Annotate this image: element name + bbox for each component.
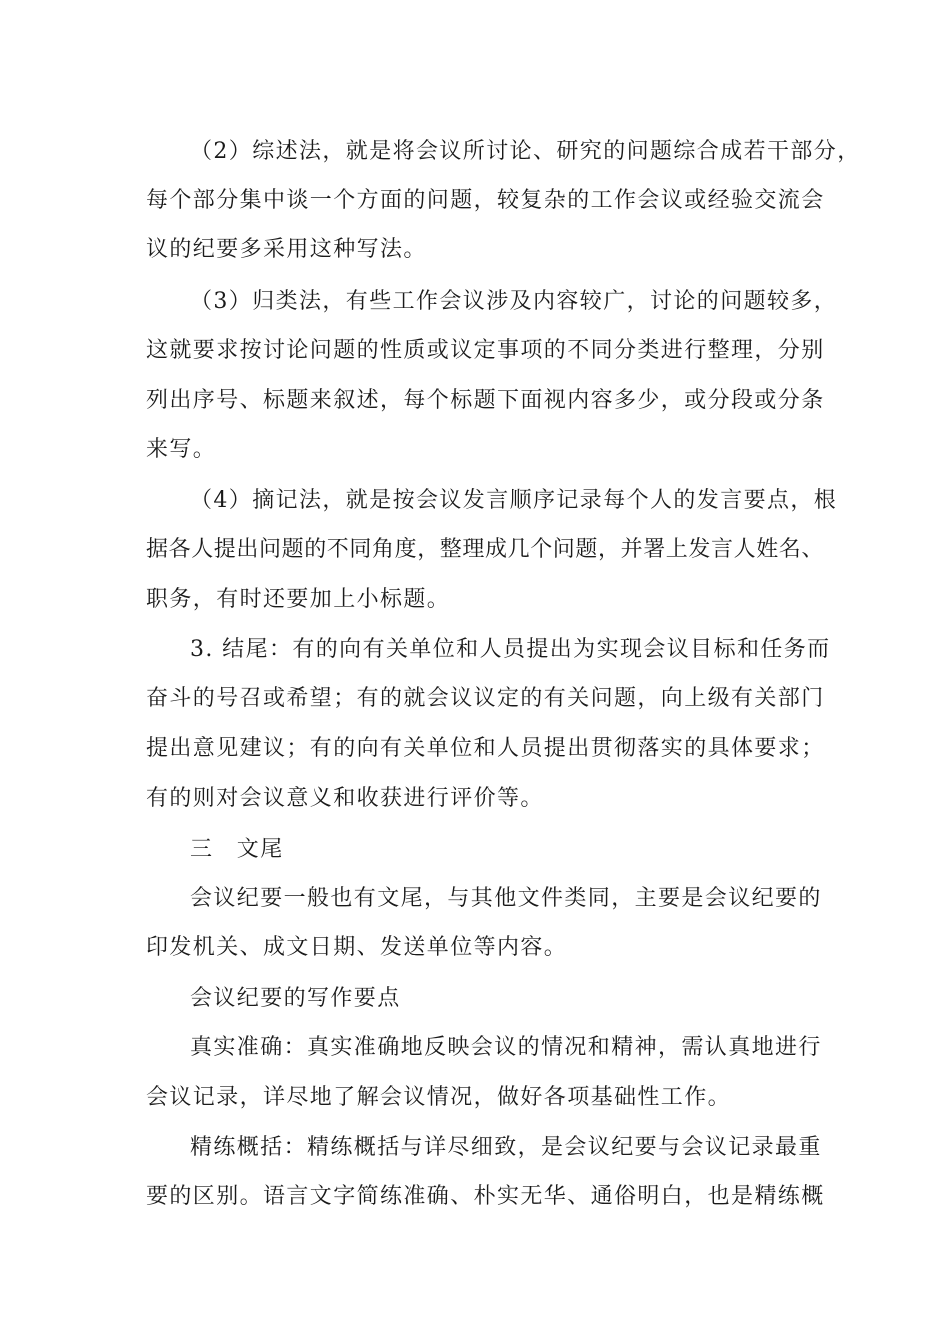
text-line: 奋斗的号召或希望；有的就会议议定的有关问题，向上级有关部门 — [146, 686, 825, 711]
text-line: 这就要求按讨论问题的性质或议定事项的不同分类进行整理，分别 — [146, 338, 825, 363]
text-line: 3. 结尾：有的向有关单位和人员提出为实现会议目标和任务而 — [190, 637, 831, 662]
text-line: 每个部分集中谈一个方面的问题，较复杂的工作会议或经验交流会 — [146, 188, 825, 213]
text-line: 要的区别。语言文字简练准确、朴实无华、通俗明白，也是精练概 — [146, 1184, 825, 1209]
text-line: 有的则对会议意义和收获进行评价等。 — [146, 786, 544, 811]
text-line: 精练概括：精练概括与详尽细致，是会议纪要与会议记录最重 — [190, 1135, 822, 1160]
section-heading: 三 文尾 — [190, 837, 284, 862]
text-line: 印发机关、成文日期、发送单位等内容。 — [146, 935, 568, 960]
text-line: 提出意见建议；有的向有关单位和人员提出贯彻落实的具体要求； — [146, 736, 825, 761]
text-line: 列出序号、标题来叙述，每个标题下面视内容多少，或分段或分条 — [146, 388, 825, 413]
text-line: 会议记录，详尽地了解会议情况，做好各项基础性工作。 — [146, 1085, 732, 1110]
text-line: （3）归类法，有些工作会议涉及内容较广，讨论的问题较多， — [190, 289, 838, 314]
text-line: （2）综述法，就是将会议所讨论、研究的问题综合成若干部分， — [190, 139, 861, 164]
text-line: 真实准确：真实准确地反映会议的情况和精神，需认真地进行 — [190, 1035, 822, 1060]
section-heading: 会议纪要的写作要点 — [190, 986, 401, 1011]
text-line: 据各人提出问题的不同角度，整理成几个问题，并署上发言人姓名、 — [146, 537, 825, 562]
text-line: 会议纪要一般也有文尾，与其他文件类同，主要是会议纪要的 — [190, 886, 822, 911]
text-line: （4）摘记法，就是按会议发言顺序记录每个人的发言要点，根 — [190, 488, 838, 513]
text-line: 职务，有时还要加上小标题。 — [146, 587, 451, 612]
text-line: 来写。 — [146, 437, 217, 462]
text-line: 议的纪要多采用这种写法。 — [146, 237, 427, 262]
